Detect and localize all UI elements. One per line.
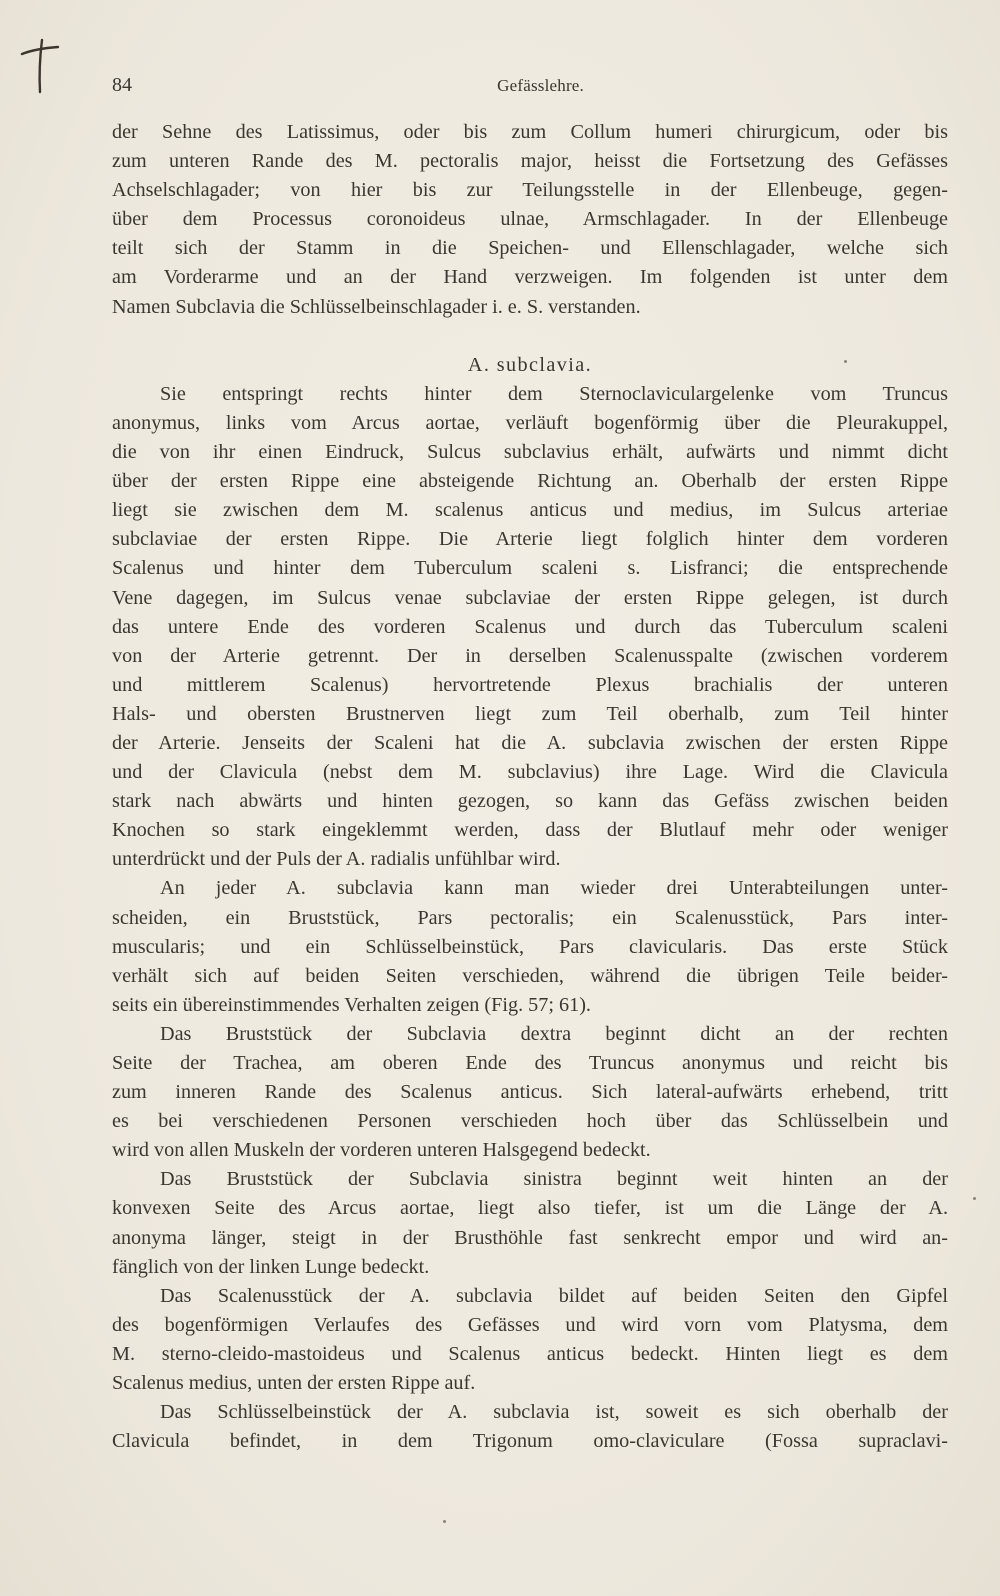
text-line: der Arterie. Jenseits der Scaleni hat die A. subclavia zwischen der ersten Rippe bbox=[112, 731, 948, 754]
text-line: Das Bruststück der Subclavia sinistra beginnt weit hinten an der bbox=[160, 1168, 948, 1191]
text-line: Scalenus medius, unten der ersten Rippe auf. bbox=[112, 1372, 476, 1395]
text-line: Das Schlüsselbeinstück der A. subclavia ist, soweit es sich oberhalb der bbox=[160, 1401, 948, 1424]
text-line: Das Bruststück der Subclavia dextra beginnt dicht an der rechten bbox=[160, 1022, 948, 1045]
text-line: fänglich von der linken Lunge bedeckt. bbox=[112, 1255, 430, 1278]
text-line: Seite der Trachea, am oberen Ende des Truncus anonymus und reicht bis bbox=[112, 1052, 948, 1074]
text-line: liegt sie zwischen dem M. scalenus anticus und medius, im Sulcus arteriae bbox=[112, 499, 948, 522]
text-line: M. sterno-cleido-mastoideus und Scalenus anticus bedeckt. Hinten liegt es dem bbox=[112, 1342, 948, 1365]
text-line: Vene dagegen, im Sulcus venae subclaviae der ersten Rippe gelegen, ist durch bbox=[112, 586, 948, 609]
text-line: zum unteren Rande des M. pectoralis major, heisst die Fortsetzung des Gefässes bbox=[112, 150, 948, 173]
text-line: Scalenus und hinter dem Tuberculum scaleni s. Lisfranci; die entsprechende bbox=[112, 557, 948, 580]
text-line: Sie entspringt rechts hinter dem Sternoclaviculargelenke vom Truncus bbox=[160, 382, 948, 405]
text-line: von der Arterie getrennt. Der in derselben Scalenusspalte (zwischen vorderem bbox=[112, 644, 948, 667]
text-line: Clavicula befindet, in dem Trigonum omo-claviculare (Fossa supraclavi- bbox=[112, 1430, 948, 1453]
page-header bbox=[112, 74, 584, 104]
text-line: An jeder A. subclavia kann man wieder drei Unterabteilungen unter- bbox=[160, 877, 948, 900]
text-line: Namen Subclavia die Schlüsselbeinschlagader i. e. S. verstanden. bbox=[112, 295, 641, 318]
text-line: über dem Processus coronoideus ulnae, Armschlagader. In der Ellenbeuge bbox=[112, 208, 948, 231]
text-line: unterdrückt und der Puls der A. radialis unfühlbar wird. bbox=[112, 848, 561, 871]
text-line: seits ein übereinstimmendes Verhalten zeigen (Fig. 57; 61). bbox=[112, 993, 591, 1016]
section-heading: A. subclavia. bbox=[467, 353, 593, 376]
running-head: Gefässlehre. bbox=[497, 76, 584, 95]
text-line: das untere Ende des vorderen Scalenus und durch das Tuberculum scaleni bbox=[112, 615, 948, 638]
text-line: und mittlerem Scalenus) hervortretende Plexus brachialis der unteren bbox=[112, 673, 948, 696]
text-line: konvexen Seite des Arcus aortae, liegt also tiefer, ist um die Länge der A. bbox=[112, 1197, 948, 1220]
text-line: die von ihr einen Eindruck, Sulcus subclavius erhält, aufwärts und nimmt dicht bbox=[112, 441, 948, 464]
text-line: Knochen so stark eingeklemmt werden, dass der Blutlauf mehr oder weniger bbox=[112, 819, 948, 842]
text-line: anonyma länger, steigt in der Brusthöhle fast senkrecht empor und wird an- bbox=[112, 1226, 948, 1249]
text-line: Hals- und obersten Brustnerven liegt zum Teil oberhalb, zum Teil hinter bbox=[112, 702, 948, 725]
paper-speck bbox=[844, 360, 847, 363]
text-line: anonymus, links vom Arcus aortae, verläuft bogenförmig über die Pleurakuppel, bbox=[112, 411, 948, 434]
text-line: zum inneren Rande des Scalenus anticus. Sich lateral-aufwärts erhebend, tritt bbox=[112, 1081, 948, 1104]
text-line: stark nach abwärts und hinten gezogen, so kann das Gefäss zwischen beiden bbox=[112, 790, 948, 813]
text-line: Das Scalenusstück der A. subclavia bildet auf beiden Seiten den Gipfel bbox=[160, 1284, 948, 1307]
text-line: muscularis; und ein Schlüsselbeinstück, Pars clavicularis. Das erste Stück bbox=[112, 935, 948, 958]
text-line: es bei verschiedenen Personen verschieden hoch über das Schlüsselbein und bbox=[112, 1110, 948, 1133]
page-number: 84 bbox=[112, 74, 132, 96]
text-line: subclaviae der ersten Rippe. Die Arterie liegt folglich hinter dem vorderen bbox=[112, 528, 948, 551]
paper-speck bbox=[443, 1520, 446, 1523]
text-line: am Vorderarme und an der Hand verzweigen. Im folgenden ist unter dem bbox=[112, 266, 948, 289]
text-line: über der ersten Rippe eine absteigende Richtung an. Oberhalb der ersten Rippe bbox=[112, 470, 948, 493]
text-line: und der Clavicula (nebst dem M. subclavius) ihre Lage. Wird die Clavicula bbox=[112, 761, 948, 784]
handwritten-cross-mark-icon bbox=[14, 36, 64, 96]
text-line: teilt sich der Stamm in die Speichen- und Ellenschlagader, welche sich bbox=[112, 237, 948, 260]
text-line: scheiden, ein Bruststück, Pars pectoralis; ein Scalenusstück, Pars inter- bbox=[112, 906, 948, 929]
text-line: des bogenförmigen Verlaufes des Gefässes und wird vorn vom Platysma, dem bbox=[112, 1313, 948, 1336]
text-line: wird von allen Muskeln der vorderen unteren Halsgegend bedeckt. bbox=[112, 1139, 651, 1162]
body-text bbox=[112, 118, 948, 1456]
text-line: Achselschlagader; von hier bis zur Teilungsstelle in der Ellenbeuge, gegen- bbox=[112, 179, 948, 202]
text-line: der Sehne des Latissimus, oder bis zum Collum humeri chirurgicum, oder bis bbox=[112, 121, 948, 143]
text-line: verhält sich auf beiden Seiten verschieden, während die übrigen Teile beider- bbox=[112, 964, 948, 987]
paper-speck bbox=[973, 1197, 976, 1200]
